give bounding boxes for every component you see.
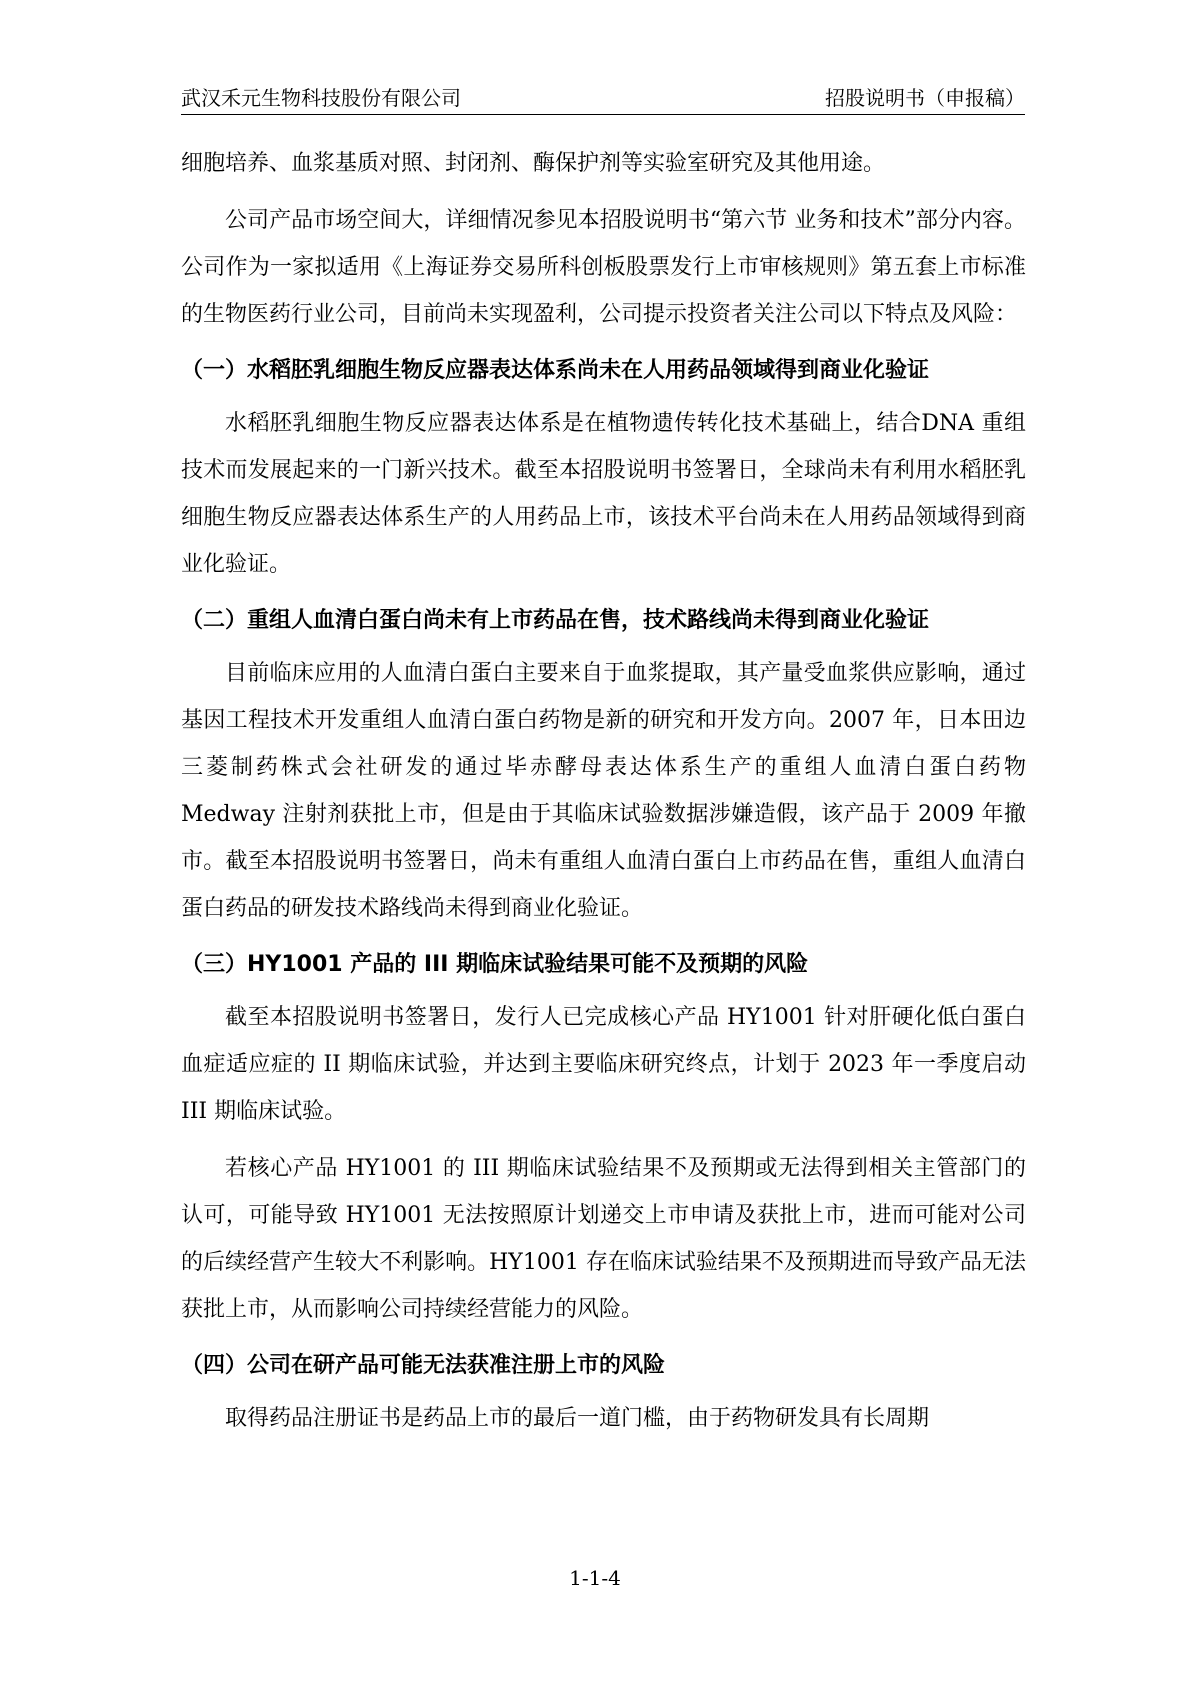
section-heading-1: （一）水稻胚乳细胞生物反应器表达体系尚未在人用药品领域得到商业化验证 bbox=[181, 358, 930, 383]
page-number: 1-1-4 bbox=[569, 1566, 621, 1590]
paragraph: 水稻胚乳细胞生物反应器表达体系是在植物遗传转化技术基础上，结合DNA 重组技术而发展起来的一门新兴技术。截至本招股说明书签署日，全球尚未有利用水稻胚乳细胞生物反应器表达体系生产的人用药品上市，该技术平台尚未在人用药品领域得到商业化验证。 bbox=[181, 411, 1026, 577]
paragraph: 细胞培养、血浆基质对照、封闭剂、酶保护剂等实验室研究及其他用途。 bbox=[181, 151, 886, 176]
paragraph: 截至本招股说明书签署日，发行人已完成核心产品 HY1001 针对肝硬化低白蛋白血症适应症的 II 期临床试验，并达到主要临床研究终点，计划于 2023 年一季度启动 III 期临床试验。 bbox=[181, 1005, 1026, 1124]
page-body bbox=[181, 140, 1026, 1442]
paragraph: 目前临床应用的人血清白蛋白主要来自于血浆提取，其产量受血浆供应影响，通过基因工程技术开发重组人血清白蛋白药物是新的研究和开发方向。2007 年，日本田边三菱制药株式会社研发的通过毕赤酵母表达体系生产的重组人血清白蛋白药物 Medway 注射剂获批上市，但是由于其临床试验数据涉嫌造假，该产品于 2009 年撤市。截至本招股说明书签署日，尚未有重组人血清白蛋白上市药品在售，重组人血清白蛋白药品的研发技术路线尚未得到商业化验证。 bbox=[181, 661, 1026, 921]
paragraph: 公司产品市场空间大，详细情况参见本招股说明书“第六节 业务和技术”部分内容。公司作为一家拟适用《上海证券交易所科创板股票发行上市审核规则》第五套上市标准的生物医药行业公司，目前尚未实现盈利，公司提示投资者关注公司以下特点及风险： bbox=[181, 208, 1026, 327]
paragraph: 取得药品注册证书是药品上市的最后一道门槛，由于药物研发具有长周期 bbox=[225, 1406, 930, 1431]
paragraph: 若核心产品 HY1001 的 III 期临床试验结果不及预期或无法得到相关主管部门的认可，可能导致 HY1001 无法按照原计划递交上市申请及获批上市，进而可能对公司的后续经营产生较大不利影响。HY1001 存在临床试验结果不及预期进而导致产品无法获批上市，从而影响公司持续经营能力的风险。 bbox=[181, 1156, 1026, 1322]
page-header bbox=[181, 84, 1025, 115]
header-document-title: 招股说明书（申报稿） bbox=[825, 86, 1025, 110]
section-heading-3: （三）HY1001 产品的 III 期临床试验结果可能不及预期的风险 bbox=[181, 952, 809, 977]
header-company-name: 武汉禾元生物科技股份有限公司 bbox=[181, 86, 461, 110]
section-heading-4: （四）公司在研产品可能无法获准注册上市的风险 bbox=[181, 1353, 666, 1378]
section-heading-2: （二）重组人血清白蛋白尚未有上市药品在售，技术路线尚未得到商业化验证 bbox=[181, 608, 930, 633]
